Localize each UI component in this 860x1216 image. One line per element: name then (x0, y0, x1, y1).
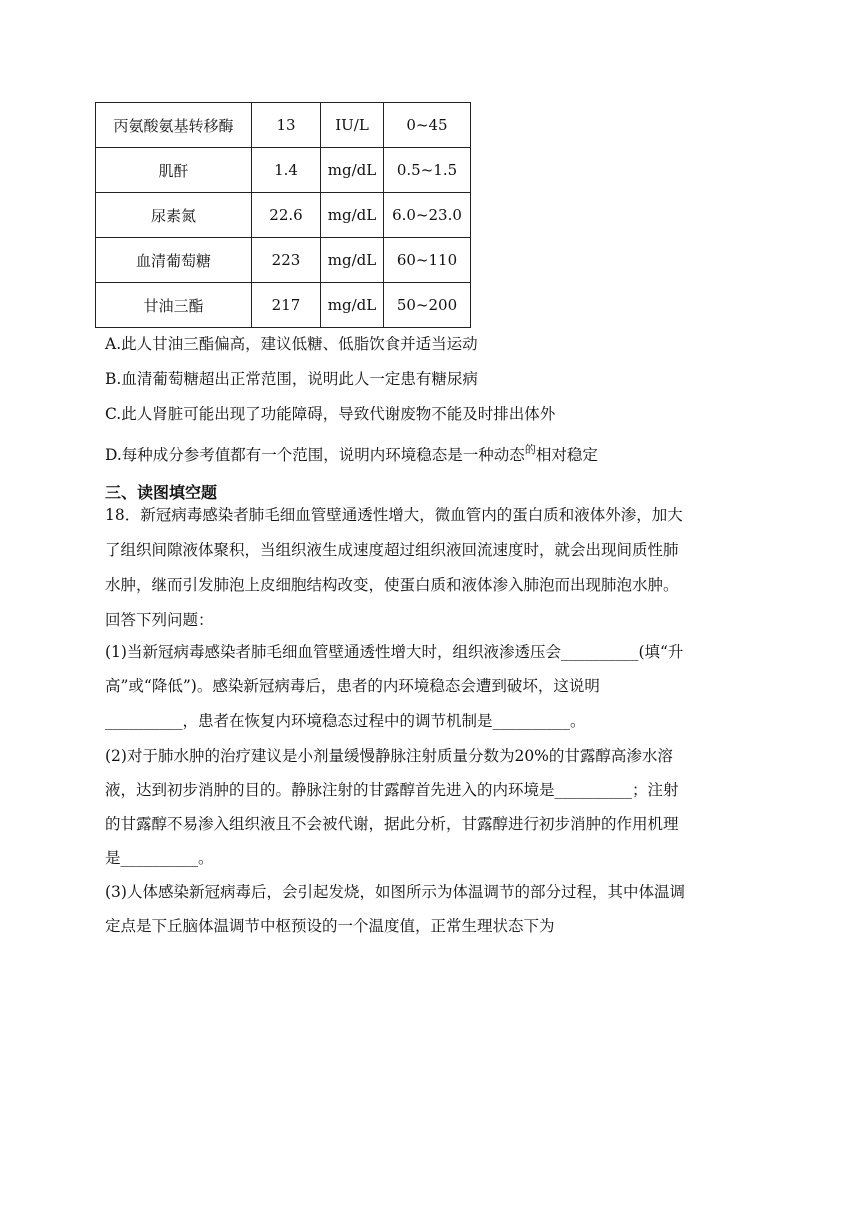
item-range-cell: 6.0~23.0 (384, 193, 471, 238)
item-range-cell: 50~200 (384, 283, 471, 328)
part-2-line: (2)对于肺水肿的治疗建议是小剂量缓慢静脉注射质量分数为20%的甘露醇高渗水溶 (105, 747, 673, 765)
item-value-cell: 223 (252, 238, 321, 283)
question-18-line: 了组织间隙液体聚积，当组织液生成速度超过组织液回流速度时，就会出现间质性肺 (105, 541, 679, 559)
part-3-line: (3)人体感染新冠病毒后，会引起发烧，如图所示为体温调节的部分过程，其中体温调 (105, 883, 685, 901)
item-value-cell: 22.6 (252, 193, 321, 238)
item-range-cell: 0~45 (384, 103, 471, 148)
item-name-cell: 肌酐 (96, 148, 252, 193)
item-unit-cell: mg/dL (321, 283, 384, 328)
item-name-cell: 尿素氮 (96, 193, 252, 238)
question-18-line: 水肿，继而引发肺泡上皮细胞结构改变，使蛋白质和液体渗入肺泡而出现肺泡水肿。 (105, 576, 679, 594)
part-2-line: 是__________。 (105, 849, 214, 867)
question-18-line: 18．新冠病毒感染者肺毛细血管壁通透性增大，微血管内的蛋白质和液体外渗，加大 (105, 506, 683, 524)
item-name-cell: 丙氨酸氨基转移酶 (96, 103, 252, 148)
lab-results-table (95, 102, 471, 328)
item-value-cell: 1.4 (252, 148, 321, 193)
part-1-line: (1)当新冠病毒感染者肺毛细血管壁通透性增大时，组织液渗透压会__________(填“升 (105, 643, 684, 661)
option-a: A.此人甘油三酯偏高，建议低糖、低脂饮食并适当运动 (105, 335, 478, 353)
part-2-line: 液，达到初步消肿的目的。静脉注射的甘露醇首先进入的内环境是__________；注射 (105, 781, 679, 799)
part-2-line: 的甘露醇不易渗入组织液且不会被代谢，据此分析，甘露醇进行初步消肿的作用机理 (105, 815, 679, 833)
part-1-line: __________，患者在恢复内环境稳态过程中的调节机制是__________。 (105, 712, 586, 730)
item-name-cell: 甘油三酯 (96, 283, 252, 328)
part-3-line: 定点是下丘脑体温调节中枢预设的一个温度值，正常生理状态下为 (105, 917, 555, 935)
lab-results-body (96, 103, 471, 328)
option-d-text-end: 相对稳定 (535, 446, 598, 464)
option-b: B.血清葡萄糖超出正常范围，说明此人一定患有糖尿病 (105, 370, 478, 388)
item-unit-cell: mg/dL (321, 238, 384, 283)
section-heading: 三、读图填空题 (105, 483, 218, 502)
item-value-cell: 217 (252, 283, 321, 328)
table-row (96, 283, 471, 328)
item-range-cell: 60~110 (384, 238, 471, 283)
item-value-cell: 13 (252, 103, 321, 148)
option-d (105, 440, 755, 465)
item-name-cell: 血清葡萄糖 (96, 238, 252, 283)
table-row (96, 148, 471, 193)
item-unit-cell: mg/dL (321, 193, 384, 238)
option-d-superscript: 的 (524, 443, 536, 456)
question-18-line: 回答下列问题： (105, 611, 214, 629)
option-c: C.此人肾脏可能出现了功能障碍，导致代谢废物不能及时排出体外 (105, 405, 556, 423)
table-row (96, 103, 471, 148)
table-row (96, 238, 471, 283)
table-row (96, 193, 471, 238)
part-1-line: 高”或“降低”)。感染新冠病毒后，患者的内环境稳态会遭到破坏，这说明 (105, 677, 600, 695)
item-unit-cell: mg/dL (321, 148, 384, 193)
item-range-cell: 0.5~1.5 (384, 148, 471, 193)
option-d-text: D.每种成分参考值都有一个范围，说明内环境稳态是一种动态 (105, 446, 525, 464)
item-unit-cell: IU/L (321, 103, 384, 148)
